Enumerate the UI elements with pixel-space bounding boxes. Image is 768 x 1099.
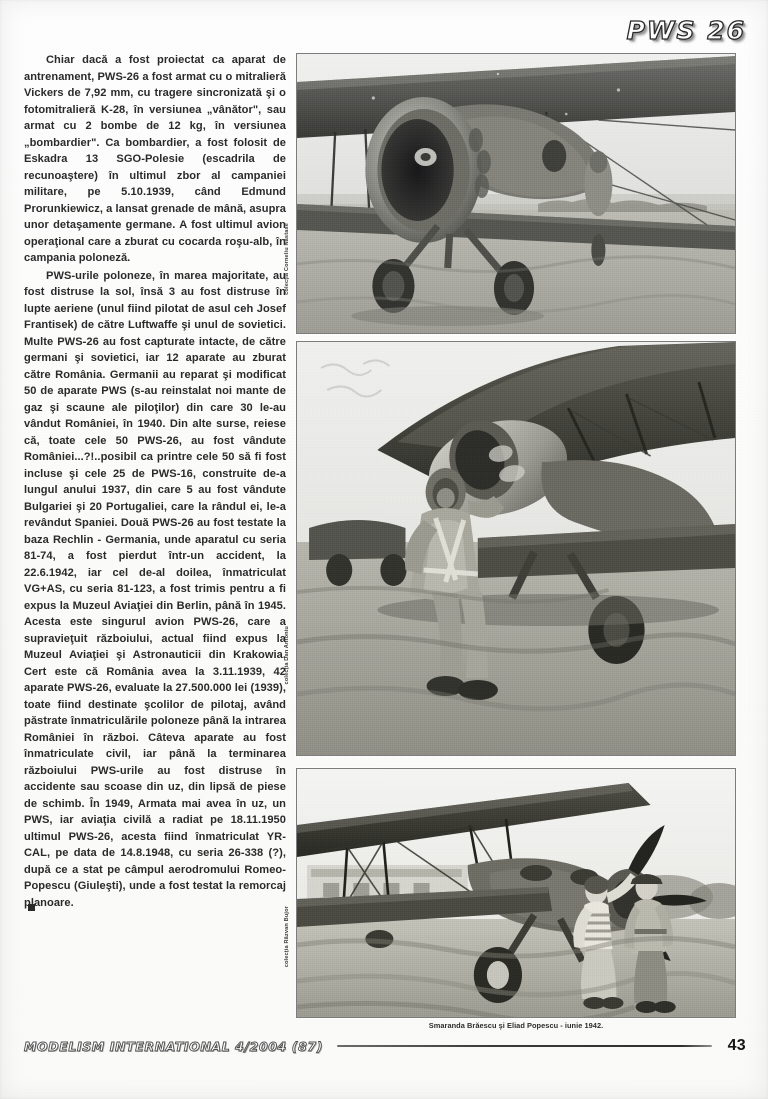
photo-pws26-front-view (296, 53, 736, 334)
photo-column (284, 53, 736, 1036)
page-title: PWS 26 (626, 16, 746, 45)
photo-pilot-beside-pws26 (296, 341, 736, 756)
photo-3-image (297, 769, 735, 1017)
footer-magazine-brand: MODELISM INTERNATIONAL 4/2004 (87) (24, 1038, 324, 1054)
photo-credit-2: colecţia Dan Antoniu (284, 626, 290, 685)
photo-credit-3: colecţia Răzvan Bujor (284, 906, 290, 968)
page-header (627, 14, 746, 48)
page-number: 43 (727, 1037, 746, 1054)
photo-caption-3: Smaranda Brăescu şi Eliad Popescu - iunie 1942. (428, 1021, 604, 1030)
photo-credit-1: colecţia Corneliu Năstase (284, 223, 290, 295)
photo-2-image (297, 342, 735, 755)
page-footer (24, 1035, 746, 1057)
footer-divider-rule (337, 1045, 712, 1047)
photo-block-1 (284, 53, 736, 334)
article-text-column (24, 52, 286, 1022)
article-paragraph-2: PWS-urile poloneze, în marea majoritate, au fost distruse la sol, însă 3 au fost distruse în lupte aeriene (unul fiind pilotat de asul ceh Josef Frantisek) de către Luftwaffe şi unul de sovietici. Multe PWS-26 au fost capturate intacte, de către germani şi sovietici, iar 12 aparate au zburat către România. Germanii au reparat şi modificat 50 de aparate PWS (s-au reinstalat noi mante de gaz şi scaune ale piloţilor) din care 30 le-au vândut României, în 1940. Din alte surse, reiese că, toate cele 50 PWS-26, au fost vândute României...?!..posibil ca printre cele 50 să fi fost incluse şi cele 25 de PWS-16, construite de-a lungul anului 1937, din care 5 au fost vândute Bulgariei şi 20 Portugaliei, care la rândul ei, le-a revândut Spaniei. Două PWS-26 au fost testate la baza Rechlin - Germania, unde aparatul cu seria 81-74, a fost pierdut într-un accident, la 22.6.1942, iar cel de-al doilea, înmatriculat VG+AS, cu seria 81-123, a fost trimis pentru a fi expus la Muzeul Aviaţiei din Berlin, până în 1945. Acesta este singurul avion PWS-26, care a supravieţuit războiului, actual fiind expus la Muzeul Aviaţiei şi Astronauticii din Krakowia. Cert este că România avea la 3.11.1939, 42 aparate PWS-26, evaluate la 27.500.000 lei (1939), toate fiind destinate şcolilor de pilotaj, având păstrate înmatriculările poloneze până la intrarea României în război. Câteva aparate au fost înmatriculate civil, iar până la terminarea războiului PWS-urile au fost distruse în accidente sau scoase din uz, din lipsă de piese de schimb. În 1949, Armata mai avea în uz, un PWS, iar aviaţia civilă a radiat pe 18.11.1950 ultimul PWS-26, acesta fiind înmatriculat YR-CAL, pe data de 14.8.1948, cu seria 26-338 (?), după ce a stat pe câmpul aerodromului Romeo-Popescu (Giuleşti), unde a fost testat la remorcaj planoare. (24, 269, 286, 909)
photo-block-2 (284, 341, 736, 756)
photo-1-image (297, 54, 735, 333)
article-paragraph-1: Chiar dacă a fost proiectat ca aparat de antrenament, PWS-26 a fost armat cu o mitralieră Vickers de 7,92 mm, cu tragere sincronizată şi o fotomitralieră K-28, în versiunea „vânător", sau armat cu 2 bombe de 12 kg, în versiunea „bombardier". Ca bombardier, a fost folosit de Eskadra 13 SGO-Polesie (escadrila de recunoaştere) în ultimul zbor al campaniei militare, pe 5.10.1939, când Edmund Prorunkiewicz, a lansat grenade de mână, asupra unor detaşamente germane. A fost ultimul avion operaţional care a zburat cu cocarda roşu-alb, în campania poloneză. (24, 54, 286, 264)
photo-block-3 (284, 768, 736, 1036)
photo-smaranda-braescu-eliad-popescu (296, 768, 736, 1018)
